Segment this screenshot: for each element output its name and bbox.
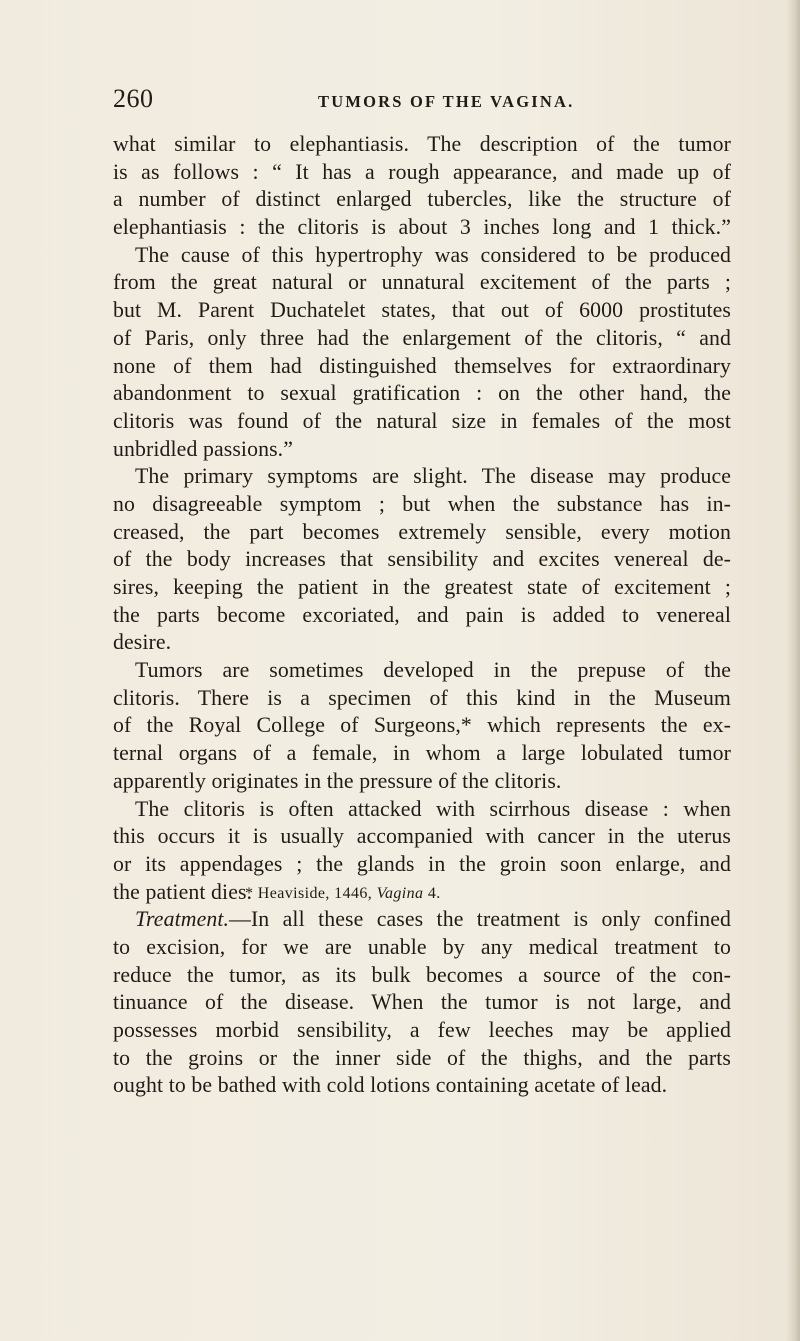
text-line: reduce the tumor, as its bulk becomes a source of the con- (113, 962, 731, 987)
text-line: possesses morbid sensibility, a few leeches may be applied (113, 1018, 731, 1042)
text-line: creased, the part becomes extremely sensible, every motion (113, 519, 731, 544)
text-line: clitoris. There is a specimen of this kind in the Museum (113, 685, 731, 710)
text-line: a number of distinct enlarged tubercles, like the structure of (113, 187, 731, 212)
text-line: unbridled passions.” (113, 436, 293, 461)
text-line: tinuance of the disease. When the tumor is not large, and (113, 990, 731, 1015)
text-line: no disagreeable symptom ; but when the substance has in- (113, 491, 731, 516)
text-line: to the groins or the inner side of the thighs, and the parts (113, 1045, 731, 1070)
text-line: ought to be bathed with cold lotions containing acetate of lead. (113, 1073, 668, 1098)
body-text (113, 131, 731, 1100)
text-line: the patient dies. (113, 879, 253, 904)
text-line: abandonment to sexual gratification : on the other hand, the (113, 381, 731, 406)
text-line: elephantiasis : the clitoris is about 3 inches long and 1 thick.” (113, 215, 731, 240)
text-line: none of them had distinguished themselves for extraordinary (113, 353, 731, 378)
text-line: or its appendages ; the glands in the groin soon enlarge, and (113, 851, 731, 876)
text-line: from the great natural or unnatural excitement of the parts ; (113, 270, 731, 295)
footnote-text: * Heaviside, 1446, (245, 885, 377, 902)
text-line: of the body increases that sensibility and excites venereal de- (113, 547, 731, 572)
text-line (113, 906, 731, 934)
treatment-heading: Treatment. (135, 907, 230, 932)
text-line: the parts become excoriated, and pain is added to venereal (113, 602, 731, 627)
text-line: The cause of this hypertrophy was considered to be produced (135, 242, 731, 267)
text-line: is as follows : “ It has a rough appearance, and made up of (113, 159, 731, 184)
text-line: but M. Parent Duchatelet states, that out of 6000 prostitutes (113, 298, 731, 323)
text-line: desire. (113, 630, 172, 655)
footnote (245, 884, 441, 904)
running-head: TUMORS OF THE VAGINA. (318, 92, 575, 111)
text-line: to excision, for we are unable by any medical treatment to (113, 934, 731, 959)
text-line: of Paris, only three had the enlargement of the clitoris, “ and (113, 325, 731, 350)
text-line: of the Royal College of Surgeons,* which represents the ex- (113, 713, 731, 738)
text-line: The primary symptoms are slight. The disease may produce (135, 464, 731, 489)
text-line: Tumors are sometimes developed in the prepuse of the (135, 658, 731, 683)
footnote-suffix: 4. (423, 885, 441, 902)
text-line: sires, keeping the patient in the greatest state of excitement ; (113, 575, 731, 599)
text-line: ternal organs of a female, in whom a large lobulated tumor (113, 741, 731, 766)
text-line: clitoris was found of the natural size in females of the most (113, 408, 731, 433)
text-line: apparently originates in the pressure of the clitoris. (113, 768, 562, 793)
text-line: this occurs it is usually accompanied with cancer in the uterus (113, 824, 731, 849)
treatment-text: —In all these cases the treatment is only confined (229, 907, 731, 932)
text-line: what similar to elephantiasis. The description of the tumor (113, 132, 731, 156)
text-line: The clitoris is often attacked with scirrhous disease : when (135, 796, 731, 821)
page-number: 260 (113, 84, 154, 113)
page-header (113, 84, 733, 124)
footnote-italic: Vagina (376, 885, 424, 902)
page-edge-shadow (786, 0, 800, 1341)
